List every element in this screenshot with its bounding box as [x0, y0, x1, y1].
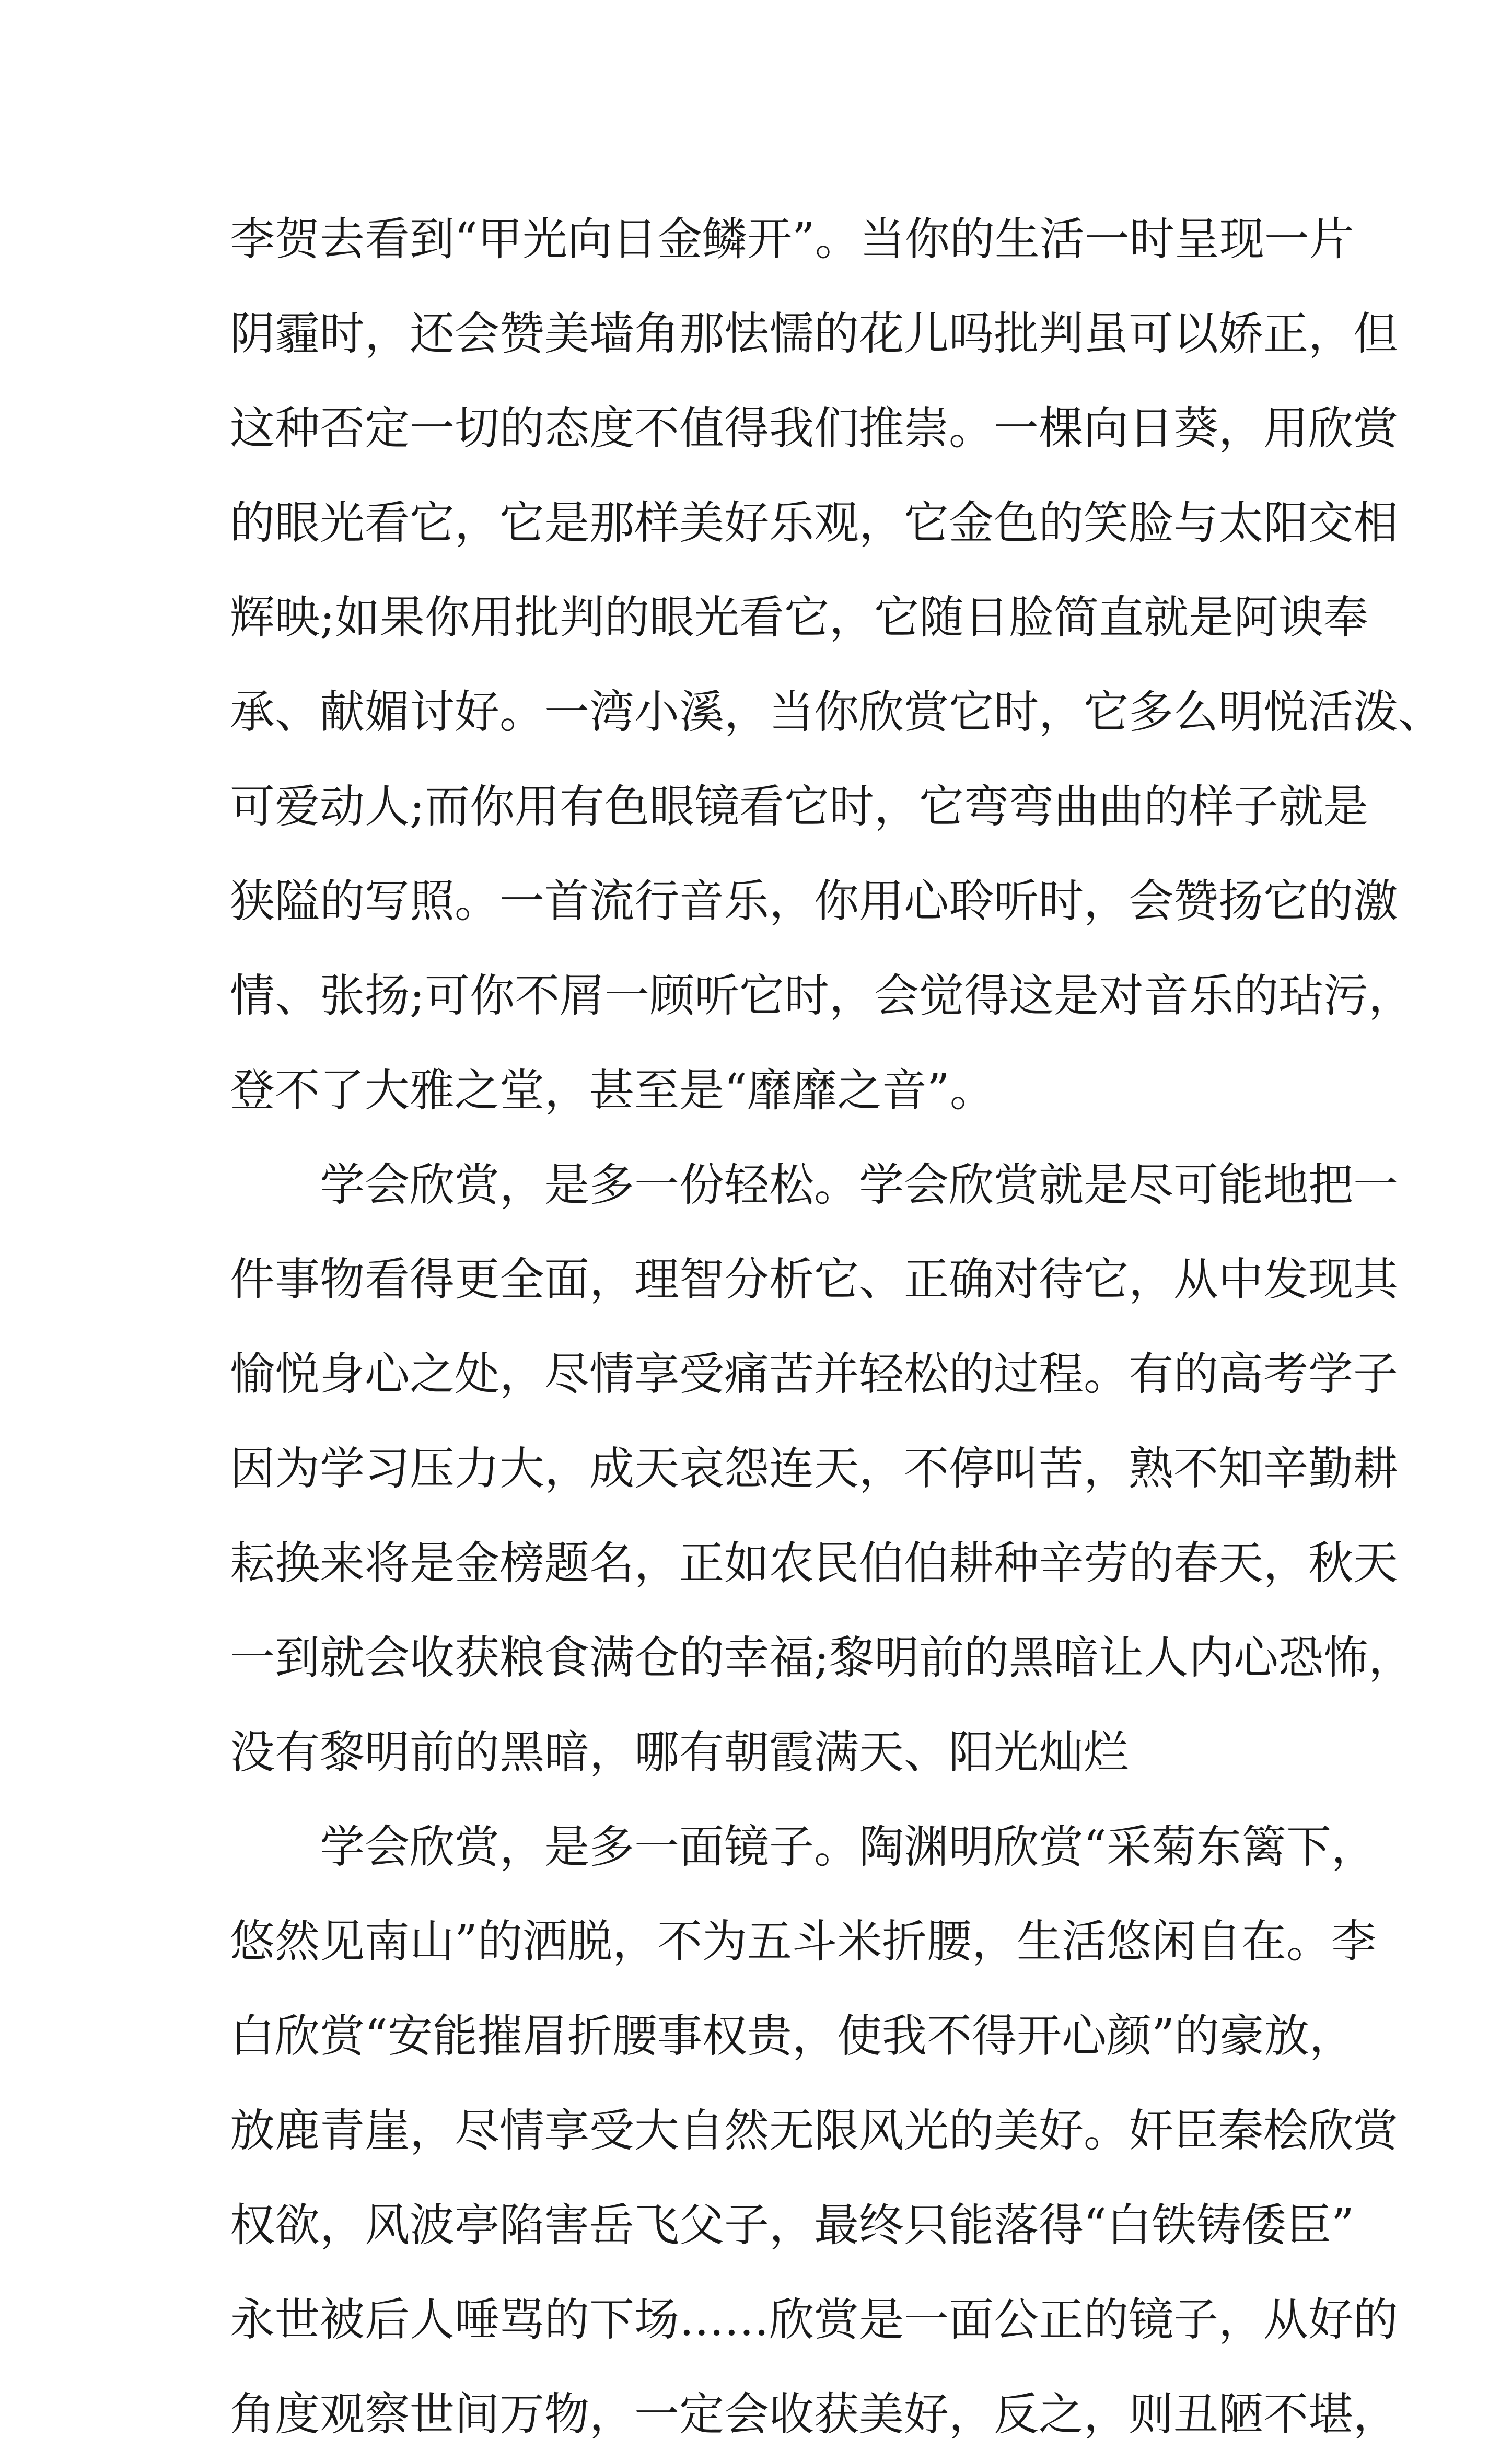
text-line: 承、献媚讨好。一湾小溪，当你欣赏它时，它多么明悦活泼、 — [230, 686, 1443, 738]
text-line: 没有黎明前的黑暗，哪有朝霞满天、阳光灿烂 — [230, 1726, 1129, 1779]
text-line: 李贺去看到“甲光向日金鳞开”。当你的生活一时呈现一片 — [230, 213, 1354, 265]
text-line: 件事物看得更全面，理智分析它、正确对待它，从中发现其 — [230, 1253, 1398, 1306]
text-line: 悠然见南山”的洒脱，不为五斗米折腰，生活悠闲自在。李 — [230, 1915, 1376, 1968]
text-line: 情、张扬;可你不屑一顾听它时，会觉得这是对音乐的玷污， — [230, 970, 1413, 1022]
text-line: 的眼光看它，它是那样美好乐观，它金色的笑脸与太阳交相 — [230, 497, 1398, 549]
text-line: 一到就会收获粮食满仓的幸福;黎明前的黑暗让人内心恐怖， — [230, 1632, 1413, 1684]
text-line: 这种否定一切的态度不值得我们推崇。一棵向日葵，用欣赏 — [230, 402, 1398, 455]
text-line: 白欣赏“安能摧眉折腰事权贵，使我不得开心颜”的豪放， — [230, 2010, 1354, 2062]
text-line: 可爱动人;而你用有色眼镜看它时，它弯弯曲曲的样子就是 — [230, 781, 1368, 833]
text-line: 因为学习压力大，成天哀怨连天，不停叫苦，熟不知辛勤耕 — [230, 1443, 1398, 1495]
text-line: 角度观察世间万物，一定会收获美好，反之，则丑陋不堪， — [230, 2388, 1398, 2441]
text-line: 耘换来将是金榜题名，正如农民伯伯耕种辛劳的春天，秋天 — [230, 1537, 1398, 1589]
text-line: 愉悦身心之处，尽情享受痛苦并轻松的过程。有的高考学子 — [230, 1348, 1398, 1400]
text-line: 学会欣赏，是多一面镜子。陶渊明欣赏“采菊东篱下， — [320, 1821, 1376, 1873]
text-line: 放鹿青崖，尽情享受大自然无限风光的美好。奸臣秦桧欣赏 — [230, 2105, 1398, 2157]
text-line: 权欲，风波亭陷害岳飞父子，最终只能落得“白铁铸倭臣” — [230, 2199, 1354, 2251]
body-text — [230, 192, 1443, 2462]
text-line: 狭隘的写照。一首流行音乐，你用心聆听时，会赞扬它的激 — [230, 875, 1398, 927]
text-line: 辉映;如果你用批判的眼光看它，它随日脸简直就是阿谀奉 — [230, 591, 1368, 644]
text-line: 永世被后人唾骂的下场……欣赏是一面公正的镜子，从好的 — [230, 2294, 1398, 2346]
text-line: 阴霾时，还会赞美墙角那怯懦的花儿吗批判虽可以娇正，但 — [230, 308, 1398, 360]
text-line: 登不了大雅之堂，甚至是“靡靡之音”。 — [230, 1064, 995, 1117]
text-line: 学会欣赏，是多一份轻松。学会欣赏就是尽可能地把一 — [320, 1159, 1398, 1211]
